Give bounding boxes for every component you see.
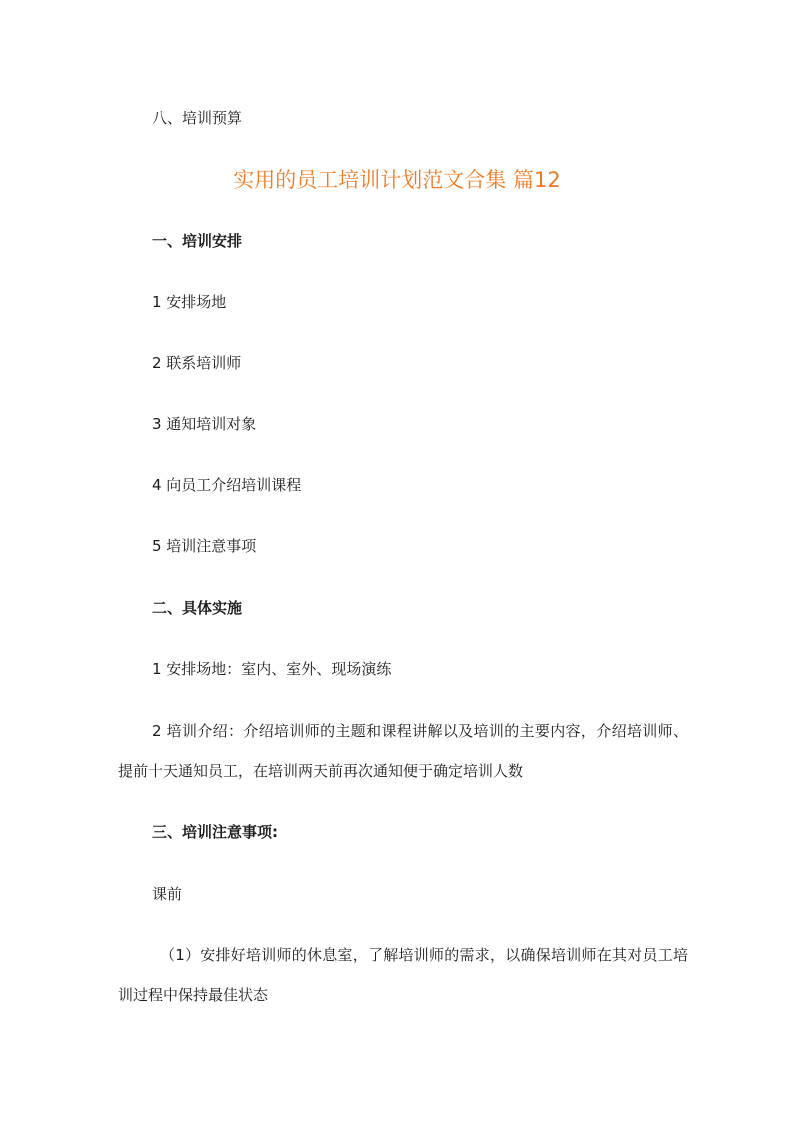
paragraph-training-intro: 2 培训介绍：介绍培训师的主题和课程讲解以及培训的主要内容，介绍培训师、提前十天通知员工，在培训两天前再次通知便于确定培训人数 <box>118 722 688 780</box>
section-heading-notes: 三、培训注意事项: <box>152 823 278 841</box>
paragraph-trainer-lounge: （1）安排好培训师的休息室，了解培训师的需求，以确保培训师在其对员工培训过程中保持最佳状态 <box>118 946 688 1004</box>
list-item: 3 通知培训对象 <box>152 415 257 433</box>
list-item: 1 安排场地 <box>152 293 227 311</box>
section-heading-implementation: 二、具体实施 <box>152 599 243 617</box>
prev-section-heading: 八、培训预算 <box>152 109 243 127</box>
section-heading-arrangement: 一、培训安排 <box>152 232 243 250</box>
list-item: 1 安排场地：室内、室外、现场演练 <box>152 660 392 678</box>
subheading-before-class: 课前 <box>152 885 183 903</box>
document-title: 实用的员工培训计划范文合集 篇12 <box>233 168 561 192</box>
list-item: 2 联系培训师 <box>152 354 242 372</box>
list-item: 5 培训注意事项 <box>152 537 257 555</box>
list-item: 4 向员工介绍培训课程 <box>152 476 302 494</box>
